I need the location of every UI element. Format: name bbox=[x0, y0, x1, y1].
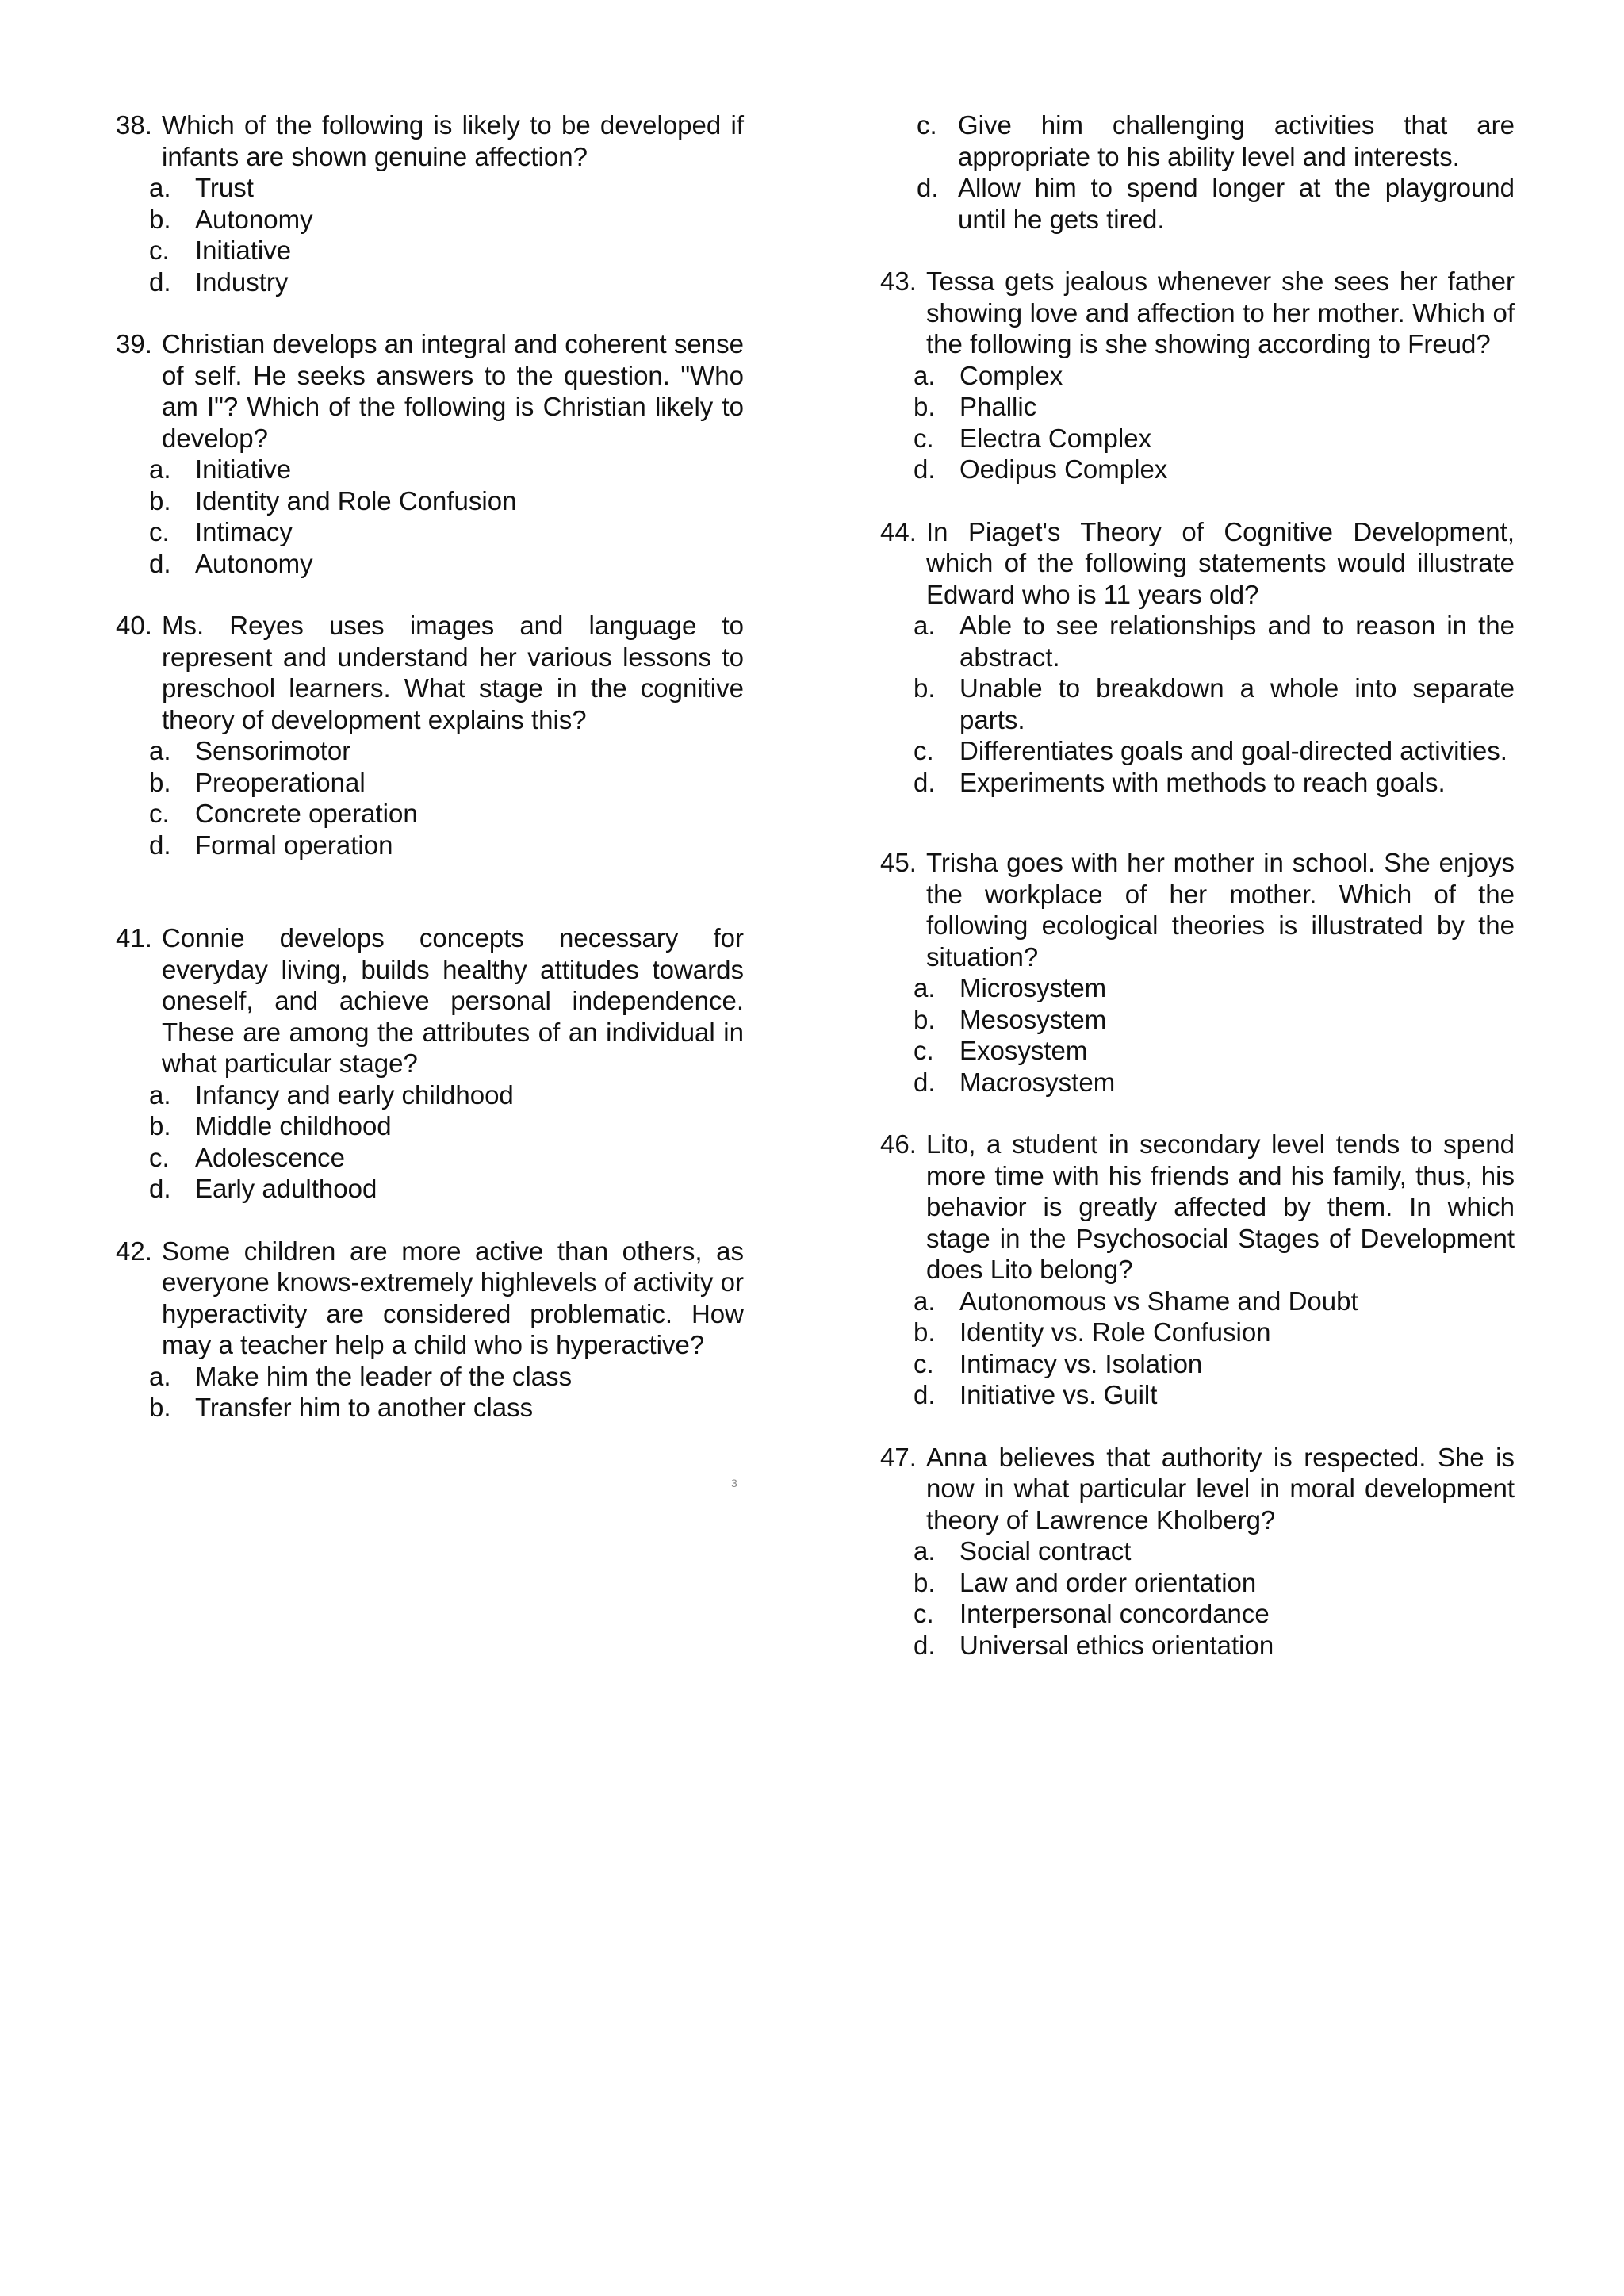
option-text: Infancy and early childhood bbox=[195, 1079, 514, 1110]
option-text: Early adulthood bbox=[195, 1174, 377, 1203]
question-stem bbox=[116, 610, 744, 735]
option-a bbox=[880, 1535, 1515, 1567]
option-text: Differentiates goals and goal-directed activities. bbox=[959, 736, 1507, 765]
option-text: Preoperational bbox=[195, 767, 366, 797]
option-letter: d. bbox=[914, 1630, 936, 1660]
option-list bbox=[116, 1361, 744, 1424]
option-d bbox=[880, 767, 1515, 799]
option-text: Universal ethics orientation bbox=[959, 1630, 1274, 1660]
question-text: In Piaget's Theory of Cognitive Development, which of the following statements would illustrate Edward who is 11 years old? bbox=[926, 516, 1515, 609]
option-a bbox=[116, 735, 744, 767]
option-letter: b. bbox=[149, 1111, 171, 1140]
option-text: Electra Complex bbox=[959, 423, 1152, 453]
question-stem bbox=[116, 109, 744, 172]
option-letter: a. bbox=[149, 454, 171, 484]
option-b bbox=[880, 1567, 1515, 1599]
option-letter: d. bbox=[914, 767, 936, 797]
option-letter: a. bbox=[914, 1536, 936, 1566]
option-d bbox=[116, 830, 744, 861]
option-b bbox=[116, 767, 744, 799]
question-text: Connie develops concepts necessary for everyday living, builds healthy attitudes towards oneself, and achieve personal independence. These are among the attributes of an individual in what particular stage? bbox=[162, 923, 744, 1078]
option-text: Intimacy vs. Isolation bbox=[959, 1348, 1203, 1378]
option-c bbox=[880, 423, 1515, 454]
option-d bbox=[116, 548, 744, 580]
option-letter: a. bbox=[914, 360, 936, 390]
option-c bbox=[116, 235, 744, 266]
option-letter: b. bbox=[149, 1393, 171, 1422]
question-46 bbox=[880, 1129, 1515, 1411]
option-c bbox=[880, 1035, 1515, 1067]
option-d bbox=[116, 1173, 744, 1205]
option-letter: b. bbox=[914, 673, 936, 703]
option-letter: d. bbox=[149, 830, 171, 860]
option-b bbox=[880, 1317, 1515, 1348]
option-text: Industry bbox=[195, 266, 289, 297]
option-c bbox=[880, 735, 1515, 767]
option-c bbox=[880, 1598, 1515, 1630]
question-43 bbox=[880, 266, 1515, 485]
option-d bbox=[880, 1379, 1515, 1411]
option-list bbox=[880, 360, 1515, 485]
question-stem bbox=[880, 516, 1515, 611]
option-text: Exosystem bbox=[959, 1036, 1088, 1065]
option-text: Interpersonal concordance bbox=[959, 1599, 1270, 1628]
option-list bbox=[116, 735, 744, 861]
option-letter: a. bbox=[149, 736, 171, 765]
option-text: Formal operation bbox=[195, 830, 393, 860]
option-text: Identity and Role Confusion bbox=[195, 485, 517, 516]
option-letter: a. bbox=[914, 973, 936, 1002]
option-letter: d. bbox=[149, 1174, 171, 1203]
option-letter: c. bbox=[149, 1142, 170, 1172]
option-letter: c. bbox=[914, 1348, 934, 1378]
option-letter: c. bbox=[149, 799, 170, 828]
question-number: 41. bbox=[116, 923, 152, 953]
question-40 bbox=[116, 610, 744, 861]
option-b bbox=[116, 1110, 744, 1142]
option-b bbox=[880, 391, 1515, 423]
option-text: Able to see relationships and to reason in the abstract. bbox=[959, 611, 1515, 672]
option-a bbox=[880, 610, 1515, 673]
question-number: 47. bbox=[880, 1442, 917, 1472]
option-letter: c. bbox=[917, 110, 937, 140]
option-letter: a. bbox=[149, 1361, 171, 1391]
question-text: Christian develops an integral and coherent sense of self. He seeks answers to the question. "Who am I"? Which of the following is Christian likely to develop? bbox=[162, 329, 744, 453]
option-text: Unable to breakdown a whole into separate parts. bbox=[959, 673, 1515, 734]
option-letter: a. bbox=[149, 173, 171, 202]
option-text: Transfer him to another class bbox=[195, 1393, 534, 1422]
right-column bbox=[880, 109, 1515, 1661]
option-letter: b. bbox=[914, 1317, 936, 1347]
question-number: 44. bbox=[880, 516, 917, 546]
option-text: Complex bbox=[959, 360, 1063, 390]
option-letter: d. bbox=[914, 1380, 936, 1409]
option-d bbox=[116, 266, 744, 298]
option-c bbox=[116, 516, 744, 548]
option-text: Give him challenging activities that are appropriate to his ability level and interests. bbox=[958, 110, 1515, 171]
option-c bbox=[880, 109, 1515, 172]
question-number: 42. bbox=[116, 1236, 152, 1266]
option-text: Identity vs. Role Confusion bbox=[959, 1317, 1271, 1347]
option-a bbox=[116, 1079, 744, 1111]
option-letter: d. bbox=[917, 173, 939, 202]
option-letter: b. bbox=[149, 204, 171, 234]
page-number-mark: 3 bbox=[731, 1477, 737, 1489]
option-text: Initiative vs. Guilt bbox=[959, 1380, 1158, 1409]
question-41 bbox=[116, 922, 744, 1205]
option-list bbox=[116, 1079, 744, 1205]
option-text: Mesosystem bbox=[959, 1004, 1107, 1034]
option-text: Macrosystem bbox=[959, 1067, 1116, 1097]
option-a bbox=[880, 972, 1515, 1004]
option-text: Initiative bbox=[195, 236, 292, 265]
option-letter: c. bbox=[914, 423, 934, 453]
option-letter: c. bbox=[914, 1599, 934, 1628]
option-text: Microsystem bbox=[959, 973, 1107, 1002]
option-letter: b. bbox=[914, 1004, 936, 1034]
option-letter: b. bbox=[149, 485, 171, 516]
option-c bbox=[880, 1348, 1515, 1380]
question-text: Anna believes that authority is respected. She is now in what particular level in moral development theory of Lawrence Kholberg? bbox=[926, 1442, 1515, 1535]
question-stem bbox=[116, 1236, 744, 1361]
option-d bbox=[880, 454, 1515, 485]
option-text: Intimacy bbox=[195, 517, 293, 546]
option-letter: d. bbox=[914, 454, 936, 484]
option-letter: a. bbox=[149, 1079, 171, 1110]
option-b bbox=[116, 1392, 744, 1424]
question-45 bbox=[880, 847, 1515, 1098]
option-letter: b. bbox=[914, 392, 936, 421]
question-text: Lito, a student in secondary level tends to spend more time with his friends and his family, thus, his behavior is greatly affected by them. In which stage in the Psychosocial Stages of Development does Lito belong? bbox=[926, 1129, 1515, 1284]
option-text: Initiative bbox=[195, 454, 292, 484]
option-text: Make him the leader of the class bbox=[195, 1361, 573, 1391]
option-text: Phallic bbox=[959, 392, 1037, 421]
option-list bbox=[116, 172, 744, 297]
option-d bbox=[880, 1630, 1515, 1662]
option-d bbox=[880, 172, 1515, 235]
question-stem bbox=[880, 847, 1515, 972]
option-a bbox=[116, 172, 744, 204]
option-text: Social contract bbox=[959, 1536, 1132, 1566]
question-38 bbox=[116, 109, 744, 297]
option-text: Autonomy bbox=[195, 204, 313, 234]
question-text: Which of the following is likely to be developed if infants are shown genuine affection? bbox=[162, 110, 744, 171]
question-stem bbox=[116, 328, 744, 454]
question-47 bbox=[880, 1442, 1515, 1662]
option-text: Trust bbox=[195, 173, 254, 202]
option-d bbox=[880, 1067, 1515, 1098]
question-stem bbox=[880, 266, 1515, 360]
option-letter: d. bbox=[149, 266, 171, 297]
question-text: Ms. Reyes uses images and language to represent and understand her various lessons to preschool learners. What stage in the cognitive theory of development explains this? bbox=[162, 611, 744, 734]
option-list bbox=[880, 972, 1515, 1098]
option-list bbox=[880, 1286, 1515, 1411]
option-text: Adolescence bbox=[195, 1142, 345, 1172]
option-text: Concrete operation bbox=[195, 799, 418, 828]
option-b bbox=[116, 204, 744, 236]
option-list bbox=[116, 454, 744, 579]
option-text: Autonomy bbox=[195, 548, 313, 578]
option-text: Middle childhood bbox=[195, 1111, 392, 1140]
question-text: Tessa gets jealous whenever she sees her father showing love and affection to her mother. Which of the following is she showing according to Freud? bbox=[926, 266, 1515, 358]
option-text: Allow him to spend longer at the playground until he gets tired. bbox=[958, 173, 1515, 234]
option-c bbox=[116, 798, 744, 830]
option-list bbox=[880, 1535, 1515, 1661]
question-number: 40. bbox=[116, 611, 152, 640]
option-text: Experiments with methods to reach goals. bbox=[959, 767, 1446, 797]
option-letter: d. bbox=[149, 548, 171, 578]
option-b bbox=[880, 673, 1515, 735]
option-a bbox=[116, 1361, 744, 1393]
option-text: Autonomous vs Shame and Doubt bbox=[959, 1286, 1358, 1316]
option-b bbox=[880, 1004, 1515, 1036]
question-text: Some children are more active than others, as everyone knows-extremely highlevels of activity or hyperactivity are considered problematic. How may a teacher help a child who is hyperactive? bbox=[162, 1236, 744, 1359]
option-a bbox=[116, 454, 744, 485]
option-list bbox=[880, 610, 1515, 798]
option-letter: b. bbox=[914, 1567, 936, 1597]
option-text: Oedipus Complex bbox=[959, 454, 1168, 484]
question-text: Trisha goes with her mother in school. She enjoys the workplace of her mother. Which of the following ecological theories is illustrated by the situation? bbox=[926, 848, 1515, 972]
option-text: Sensorimotor bbox=[195, 736, 351, 765]
question-42 bbox=[116, 1236, 744, 1424]
option-text: Law and order orientation bbox=[959, 1567, 1257, 1597]
question-stem bbox=[116, 922, 744, 1079]
option-c bbox=[116, 1142, 744, 1174]
question-number: 43. bbox=[880, 266, 917, 296]
question-stem bbox=[880, 1442, 1515, 1536]
question-number: 45. bbox=[880, 848, 917, 877]
option-letter: c. bbox=[149, 517, 170, 546]
question-42-continued-options bbox=[880, 109, 1515, 235]
option-letter: c. bbox=[914, 1036, 934, 1065]
option-letter: a. bbox=[914, 1286, 936, 1316]
option-letter: c. bbox=[149, 236, 170, 265]
option-letter: a. bbox=[914, 611, 936, 640]
option-b bbox=[116, 485, 744, 517]
option-letter: d. bbox=[914, 1067, 936, 1097]
option-letter: b. bbox=[149, 767, 171, 797]
left-column bbox=[116, 109, 744, 1424]
question-number: 38. bbox=[116, 110, 152, 140]
question-number: 46. bbox=[880, 1129, 917, 1159]
question-stem bbox=[880, 1129, 1515, 1286]
question-number: 39. bbox=[116, 329, 152, 358]
question-39 bbox=[116, 328, 744, 579]
option-a bbox=[880, 360, 1515, 392]
option-a bbox=[880, 1286, 1515, 1317]
question-44 bbox=[880, 516, 1515, 799]
option-letter: c. bbox=[914, 736, 934, 765]
